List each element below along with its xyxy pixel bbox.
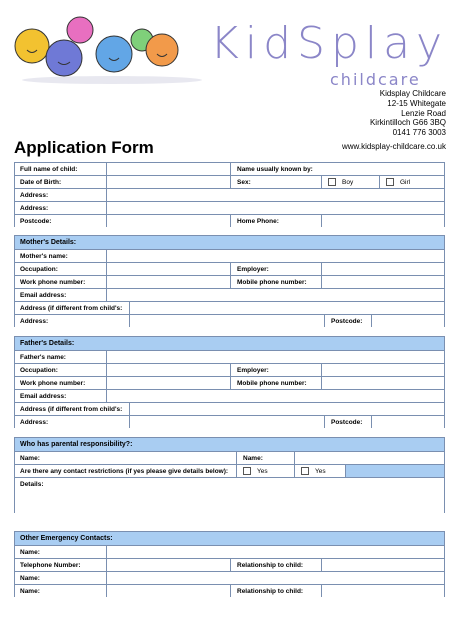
home-phone-label: Home Phone: [230, 215, 321, 227]
full-name-label: Full name of child: [20, 165, 78, 173]
emergency-name-label-2: Name: [20, 574, 40, 582]
father-mobile-label: Mobile phone number: [230, 377, 321, 389]
mother-alt-address-field[interactable] [129, 302, 445, 314]
address-line: Lenzie Road [401, 108, 446, 118]
address-field[interactable] [106, 189, 445, 201]
parental-name-label-1: Name: [20, 454, 40, 462]
home-phone-field[interactable] [321, 215, 445, 227]
girl-option[interactable] [379, 176, 445, 188]
sex-label: Sex: [230, 176, 321, 188]
boy-checkbox[interactable] [328, 178, 336, 186]
mother-employer-label: Employer: [230, 263, 321, 275]
known-by-label: Name usually known by: [230, 163, 445, 175]
kids-cartoon-logo [12, 10, 212, 88]
emergency-contacts-section [14, 531, 445, 597]
page-title: Application Form [14, 138, 154, 157]
emergency-telephone-label: Telephone Number: [20, 561, 81, 569]
mother-mobile-field[interactable] [321, 276, 445, 288]
company-address [370, 89, 446, 138]
address-label-2: Address: [20, 204, 49, 212]
father-details-section [14, 336, 445, 428]
father-email-label: Email address: [20, 392, 67, 400]
contact-restrictions-label: Are there any contact restrictions (if yes please give details below): [20, 467, 229, 475]
mother-alt-address-label: Address (if different from child's: [20, 304, 123, 312]
address-line: Kidsplay Childcare [379, 89, 446, 98]
restrictions-yes-label-1: Yes [257, 467, 268, 475]
relationship-label-1: Relationship to child: [230, 559, 321, 571]
father-work-phone-label: Work phone number: [20, 379, 86, 387]
father-occupation-field[interactable] [106, 364, 230, 376]
postcode-field[interactable] [106, 215, 230, 227]
mother-occupation-field[interactable] [106, 263, 230, 275]
mother-postcode-field[interactable] [371, 315, 445, 327]
emergency-name-field-1[interactable] [106, 546, 445, 558]
parental-responsibility-section [14, 437, 445, 513]
father-postcode-label: Postcode: [324, 416, 371, 428]
boy-label: Boy [342, 178, 354, 186]
restrictions-yes-checkbox-1[interactable] [243, 467, 251, 475]
father-alt-address-label: Address (if different from child's: [20, 405, 123, 413]
dob-field[interactable] [106, 176, 230, 188]
father-employer-label: Employer: [230, 364, 321, 376]
restrictions-details-field[interactable] [14, 478, 445, 513]
address-line: 12-15 Whitegate [387, 98, 446, 108]
relationship-field-2[interactable] [321, 585, 445, 597]
father-alt-address-field[interactable] [129, 403, 445, 415]
girl-label: Girl [400, 178, 411, 186]
child-details-section [14, 162, 445, 227]
father-details-heading: Father's Details: [20, 340, 75, 347]
emergency-contacts-heading: Other Emergency Contacts: [20, 535, 113, 542]
mother-details-section [14, 235, 445, 327]
restrictions-yes-label-2: Yes [315, 467, 326, 475]
restrictions-yes-checkbox-2[interactable] [301, 467, 309, 475]
father-work-phone-field[interactable] [106, 377, 230, 389]
full-name-field[interactable] [106, 163, 230, 175]
father-address-label: Address: [20, 418, 49, 426]
brand-logo-subtext: childcare [330, 70, 421, 89]
father-postcode-field[interactable] [371, 416, 445, 428]
father-occupation-label: Occupation: [20, 366, 58, 374]
mother-email-label: Email address: [20, 291, 67, 299]
parental-responsibility-heading: Who has parental responsibility?: [20, 441, 133, 448]
brand-logo-text: KidSplay [210, 18, 449, 69]
father-address-field[interactable] [129, 416, 324, 428]
relationship-field-1[interactable] [321, 559, 445, 571]
father-name-label: Father's name: [20, 353, 66, 361]
restrictions-blank-cell [345, 465, 445, 477]
mother-work-phone-field[interactable] [106, 276, 230, 288]
mother-email-field[interactable] [106, 289, 445, 301]
details-label: Details: [20, 481, 44, 488]
parental-name-label-2: Name: [236, 452, 294, 464]
emergency-telephone-field[interactable] [106, 559, 230, 571]
emergency-name-label-1: Name: [20, 548, 40, 556]
mother-name-label: Mother's name: [20, 252, 68, 260]
mother-address-field[interactable] [129, 315, 324, 327]
relationship-label-2: Relationship to child: [230, 585, 321, 597]
mother-postcode-label: Postcode: [324, 315, 371, 327]
mother-address-label: Address: [20, 317, 49, 325]
father-email-field[interactable] [106, 390, 445, 402]
address-line: Kirkintilloch G66 3BQ [369, 118, 446, 128]
dob-label: Date of Birth: [20, 178, 62, 186]
father-mobile-field[interactable] [321, 377, 445, 389]
emergency-name-field-3[interactable] [106, 585, 230, 597]
restrictions-yes-option-1[interactable] [236, 465, 294, 477]
mother-details-heading: Mother's Details: [20, 239, 77, 246]
mother-work-phone-label: Work phone number: [20, 278, 86, 286]
mother-name-field[interactable] [106, 250, 445, 262]
boy-option[interactable] [321, 176, 379, 188]
parental-name-field-2[interactable] [294, 452, 445, 464]
girl-checkbox[interactable] [386, 178, 394, 186]
restrictions-yes-option-2[interactable] [294, 465, 345, 477]
mother-employer-field[interactable] [321, 263, 445, 275]
phone-number: 0141 776 3003 [392, 128, 446, 138]
father-name-field[interactable] [106, 351, 445, 363]
address-field-2[interactable] [106, 202, 445, 214]
postcode-label: Postcode: [20, 217, 52, 225]
emergency-name-field-2[interactable] [106, 572, 445, 584]
emergency-name-label-3: Name: [20, 587, 40, 595]
address-label: Address: [20, 191, 49, 199]
mother-occupation-label: Occupation: [20, 265, 58, 273]
father-employer-field[interactable] [321, 364, 445, 376]
mother-mobile-label: Mobile phone number: [230, 276, 321, 288]
website-link[interactable]: www.kidsplay-childcare.co.uk [341, 142, 446, 151]
